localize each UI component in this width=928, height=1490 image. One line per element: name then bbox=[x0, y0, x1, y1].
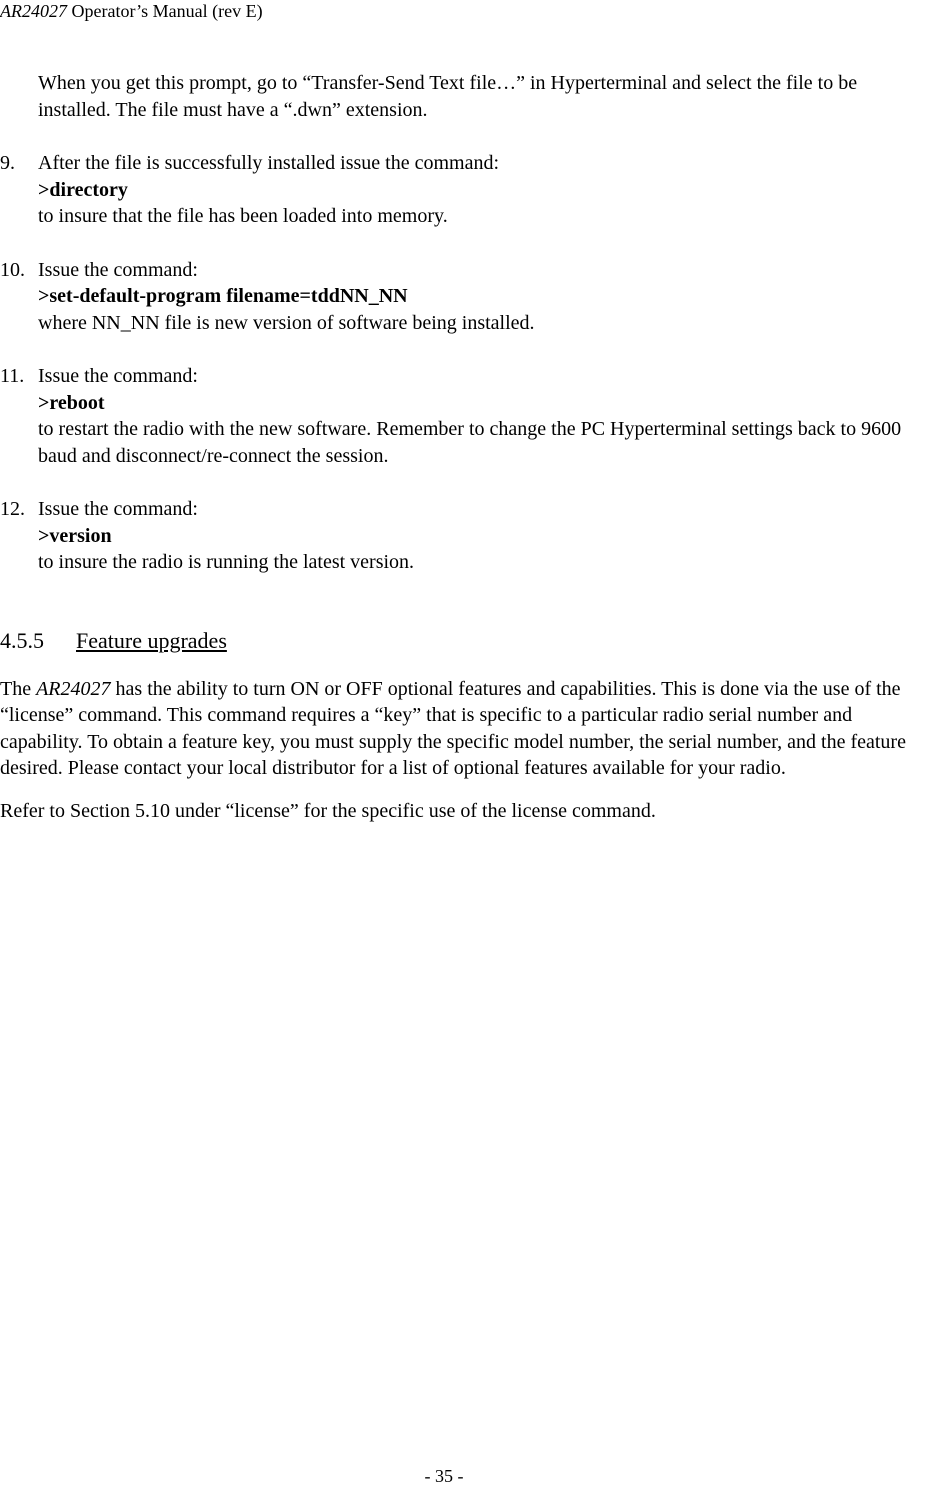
step-body bbox=[38, 496, 918, 576]
step-lead: Issue the command: bbox=[38, 498, 198, 520]
step-lead: After the file is successfully installed issue the command: bbox=[38, 152, 499, 174]
step-note: to restart the radio with the new software. Remember to change the PC Hyperterminal settings back to 9600 baud and disconnect/re-connect the session. bbox=[38, 418, 902, 467]
step-12 bbox=[0, 496, 928, 576]
header-title: Operator’s Manual (rev E) bbox=[67, 1, 263, 21]
step-lead: Issue the command: bbox=[38, 258, 198, 281]
page-number: - 35 - bbox=[424, 1466, 464, 1486]
step-9 bbox=[0, 150, 928, 230]
step-command: >directory bbox=[38, 178, 128, 201]
step-note: where NN_NN file is new version of software being installed. bbox=[38, 311, 535, 334]
step-number: 12. bbox=[0, 498, 25, 520]
step-number: 9. bbox=[0, 152, 15, 174]
section-title: Feature upgrades bbox=[76, 627, 227, 653]
step-11 bbox=[0, 363, 928, 469]
para-model: AR24027 bbox=[36, 677, 111, 700]
step-note: to insure that the file has been loaded into memory. bbox=[38, 205, 448, 227]
step-command: >reboot bbox=[38, 391, 105, 414]
step-body bbox=[38, 150, 918, 230]
page-header bbox=[0, 0, 263, 22]
step-number: 11. bbox=[0, 365, 25, 387]
step-number: 10. bbox=[0, 258, 25, 281]
refer-paragraph: Refer to Section 5.10 under “license” for the specific use of the license command. bbox=[0, 799, 656, 822]
step-10 bbox=[0, 257, 928, 337]
section-number: 4.5.5 bbox=[0, 627, 44, 653]
step-body bbox=[38, 363, 918, 469]
header-model: AR24027 bbox=[0, 1, 67, 21]
intro-paragraph: When you get this prompt, go to “Transfer-Send Text file…” in Hyperterminal and select the file to be installed. The file must have a “.dwn” extension. bbox=[38, 72, 858, 121]
step-body bbox=[38, 257, 918, 337]
section-heading bbox=[0, 626, 928, 656]
feature-paragraph bbox=[0, 676, 920, 782]
step-command: >version bbox=[38, 524, 112, 547]
para-prefix: The bbox=[0, 677, 37, 700]
step-note: to insure the radio is running the latest version. bbox=[38, 551, 415, 573]
step-lead: Issue the command: bbox=[38, 365, 198, 387]
page-content bbox=[0, 70, 928, 824]
para-rest: has the ability to turn ON or OFF optional features and capabilities. This is done via the use of the “license” command. This command requires a “key” that is specific to a particular radio serial number and capability. To obtain a feature key, you must supply the specific model number, the serial number, and the feature desired. Please contact your local distributor for a list of optional features available for your radio. bbox=[0, 677, 906, 779]
step-command: >set-default-program filename=tddNN_NN bbox=[38, 285, 408, 307]
